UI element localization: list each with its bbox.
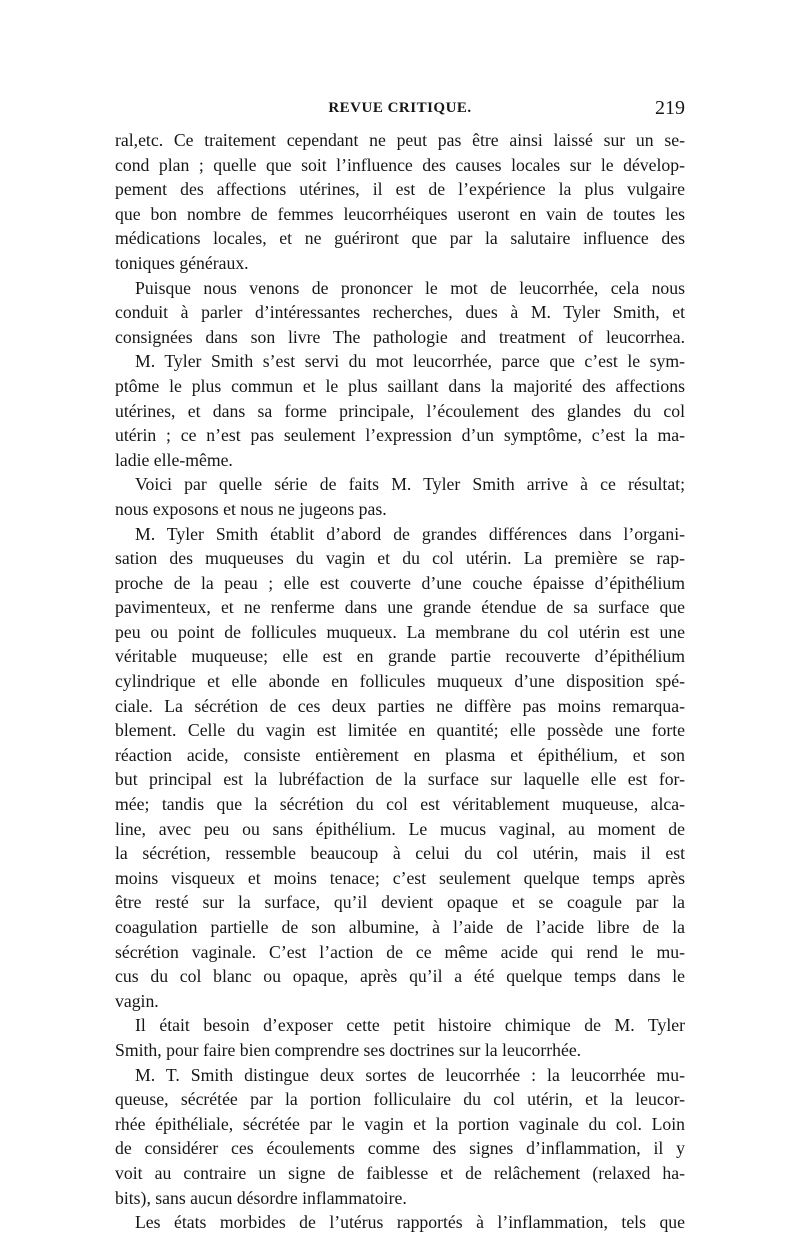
text-line: cond plan ; quelle que soit l’influence des causes locales sur le dévelop-: [115, 154, 685, 175]
text-line: nous exposons et nous ne jugeons pas.: [115, 498, 387, 519]
text-line: sécrétion vaginale. C’est l’action de ce même acide qui rend le mu-: [115, 941, 685, 962]
text-line: M. Tyler Smith s’est servi du mot leucorrhée, parce que c’est le sym-: [135, 351, 685, 372]
text-line: conduit à parler d’intéressantes recherches, dues à M. Tyler Smith, et: [115, 302, 685, 323]
text-line: de considérer ces écoulements comme des signes d’inflammation, il y: [115, 1138, 685, 1159]
text-line: cus du col blanc ou opaque, après qu’il a été quelque temps dans le: [115, 966, 685, 987]
text-line: line, avec peu ou sans épithélium. Le mucus vaginal, au moment de: [115, 818, 685, 839]
body-text: [115, 128, 685, 1235]
text-line: voit au contraire un signe de faiblesse et de relâchement (relaxed ha-: [115, 1162, 685, 1183]
running-head: [115, 97, 685, 124]
page-number: 219: [655, 97, 685, 119]
text-line: M. Tyler Smith établit d’abord de grandes différences dans l’organi-: [135, 523, 685, 544]
text-line: pement des affections utérines, il est de l’expérience la plus vulgaire: [115, 179, 685, 200]
text-line: peu ou point de follicules muqueux. La membrane du col utérin est une: [115, 621, 685, 642]
text-line: être resté sur la surface, qu’il devient opaque et se coagule par la: [115, 892, 685, 913]
text-line: utérin ; ce n’est pas seulement l’expression d’un symptôme, c’est la ma-: [115, 425, 685, 446]
text-line: pavimenteux, et ne renferme dans une grande étendue de sa surface que: [115, 597, 685, 618]
text-line: moins visqueux et moins tenace; c’est seulement quelque temps après: [115, 867, 685, 888]
text-line: médications locales, et ne guériront que par la salutaire influence des: [115, 228, 685, 249]
text-line: véritable muqueuse; elle est en grande partie recouverte d’épithélium: [115, 646, 685, 667]
text-line: sation des muqueuses du vagin et du col utérin. La première se rap-: [115, 548, 685, 569]
text-line: utérines, et dans sa forme principale, l’écoulement des glandes du col: [115, 400, 685, 421]
text-line: que bon nombre de femmes leucorrhéiques useront en vain de toutes les: [115, 203, 685, 224]
text-line: toniques généraux.: [115, 252, 249, 273]
text-line: ral,etc. Ce traitement cependant ne peut pas être ainsi laissé sur un se-: [115, 130, 685, 150]
text-line: mée; tandis que la sécrétion du col est véritablement muqueuse, alca-: [115, 794, 685, 815]
text-line: ptôme le plus commun et le plus saillant dans la majorité des affections: [115, 375, 685, 396]
text-line: Il était besoin d’exposer cette petit histoire chimique de M. Tyler: [135, 1015, 685, 1036]
running-head-title: REVUE CRITIQUE.: [328, 100, 472, 116]
text-line: but principal est la lubréfaction de la surface sur laquelle elle est for-: [115, 769, 685, 790]
text-line: vagin.: [115, 990, 159, 1011]
text-line: Voici par quelle série de faits M. Tyler Smith arrive à ce résultat;: [135, 474, 685, 495]
text-line: Puisque nous venons de prononcer le mot de leucorrhée, cela nous: [135, 277, 685, 298]
text-line: blement. Celle du vagin est limitée en quantité; elle possède une forte: [115, 720, 685, 741]
text-line: queuse, sécrétée par la portion folliculaire du col utérin, et la leucor-: [115, 1089, 685, 1110]
text-line: cylindrique et elle abonde en follicules muqueux d’une disposition spé-: [115, 671, 685, 692]
text-line: Smith, pour faire bien comprendre ses doctrines sur la leucorrhée.: [115, 1039, 582, 1060]
text-line: M. T. Smith distingue deux sortes de leucorrhée : la leucorrhée mu-: [135, 1064, 685, 1085]
text-line: réaction acide, consiste entièrement en plasma et épithélium, et son: [115, 744, 685, 765]
text-line: ladie elle-même.: [115, 449, 233, 470]
text-line: ciale. La sécrétion de ces deux parties ne diffère pas moins remarqua-: [115, 695, 685, 716]
text-line: proche de la peau ; elle est couverte d’une couche épaisse d’épithélium: [115, 572, 685, 593]
text-line: la sécrétion, ressemble beaucoup à celui du col utérin, mais il est: [115, 843, 685, 864]
text-line: consignées dans son livre The pathologie and treatment of leucorrhea.: [115, 326, 685, 347]
text-line: rhée épithéliale, sécrétée par le vagin et la portion vaginale du col. Loin: [115, 1113, 685, 1134]
text-line: Les états morbides de l’utérus rapportés à l’inflammation, tels que: [135, 1212, 685, 1233]
text-line: coagulation partielle de son albumine, à l’aide de l’acide libre de la: [115, 917, 685, 937]
text-line: bits), sans aucun désordre inflammatoire.: [115, 1187, 407, 1208]
